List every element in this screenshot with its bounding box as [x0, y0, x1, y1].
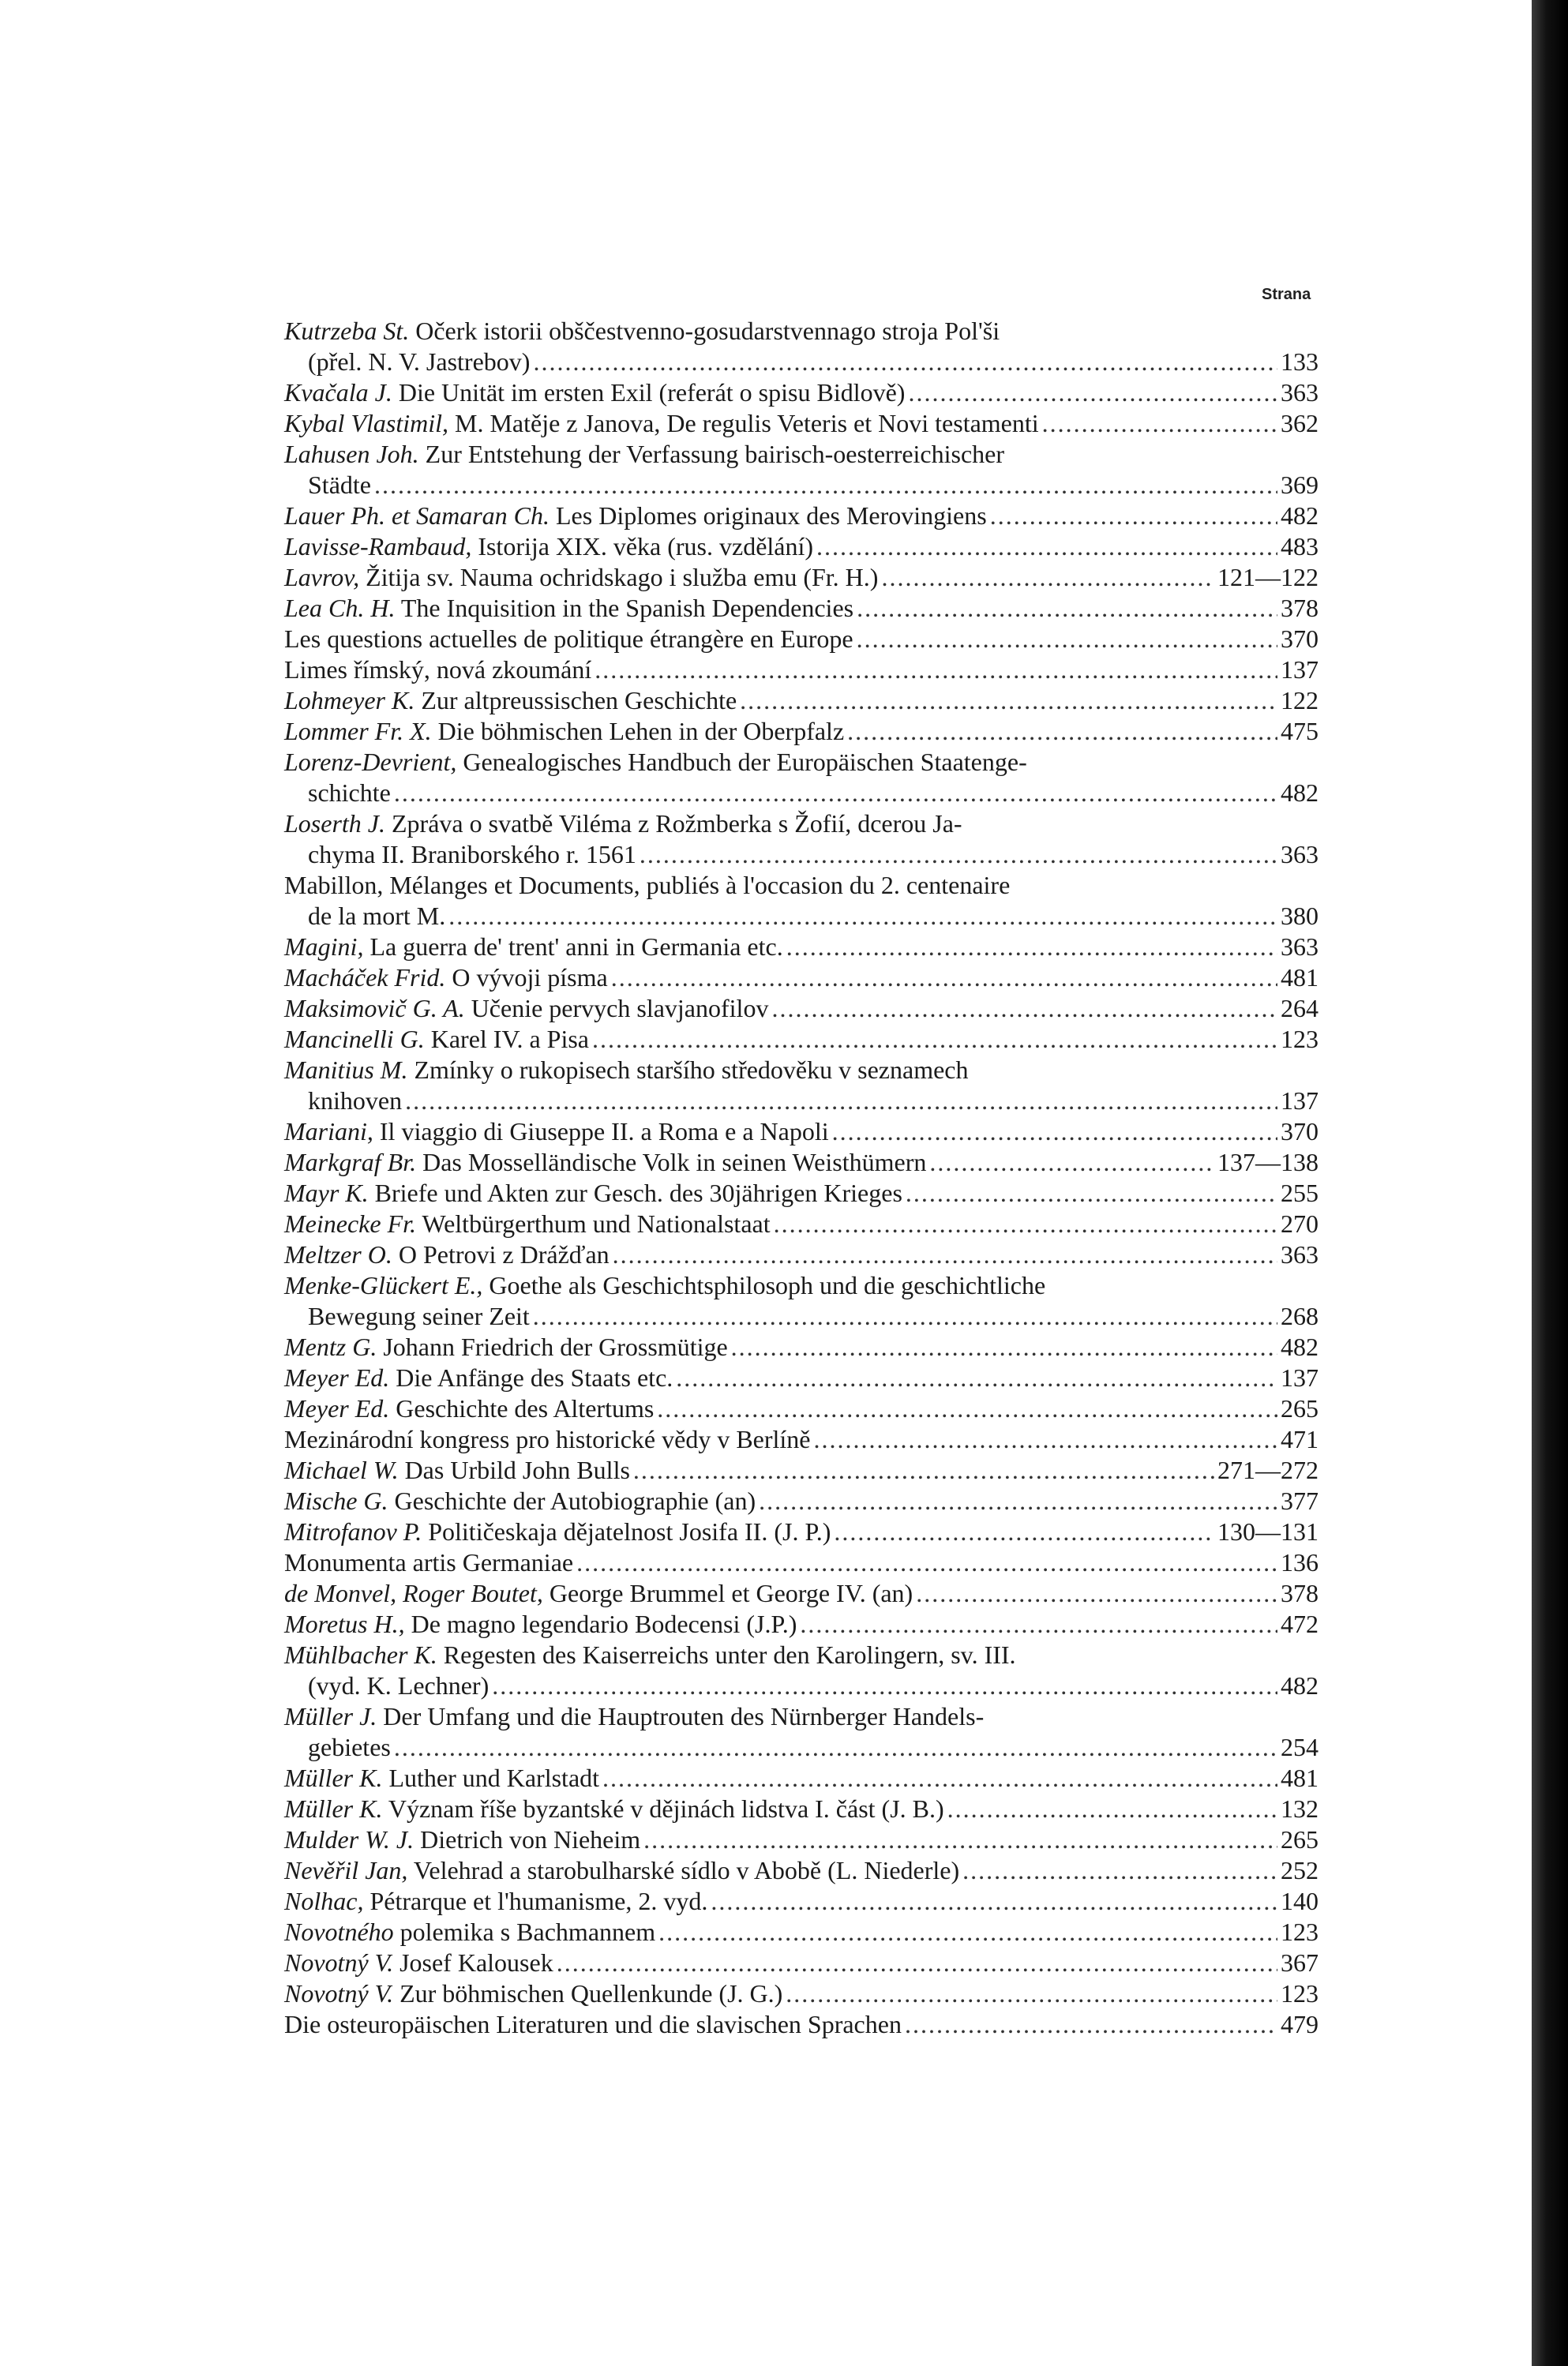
index-entry	[284, 501, 1319, 531]
dot-leader	[814, 1424, 1278, 1455]
dot-leader	[929, 1147, 1214, 1178]
entry-title: Geschichte der Autobiographie (an)	[394, 1487, 756, 1515]
entry-author: Nevěřil Jan,	[284, 1856, 408, 1884]
entry-title: Pétrarque et l'humanisme, 2. vyd.	[369, 1887, 708, 1915]
bibliography-index	[284, 316, 1319, 2040]
entry-first-line	[284, 2009, 1319, 2040]
entry-author: Manitius M.	[284, 1056, 408, 1084]
entry-first-line	[284, 1948, 1319, 1978]
entry-page-number: 363	[1281, 1240, 1319, 1269]
entry-page-number: 137	[1281, 1363, 1319, 1392]
entry-author: Lauer Ph. et Samaran Ch.	[284, 501, 550, 530]
entry-first-line	[284, 562, 1319, 593]
index-entry	[284, 1424, 1319, 1455]
entry-first-line	[284, 1178, 1319, 1209]
entry-title: The Inquisition in the Spanish Dependencies	[400, 594, 854, 622]
entry-page-number: 471	[1281, 1425, 1319, 1453]
index-entry	[284, 624, 1319, 654]
entry-page-number: 255	[1281, 1179, 1319, 1207]
dot-leader	[592, 1024, 1277, 1055]
entry-title: O vývoji písma	[452, 963, 608, 992]
dot-leader	[759, 1486, 1277, 1517]
entry-first-line	[284, 932, 1319, 962]
entry-page-number: 265	[1281, 1394, 1319, 1423]
entry-author: Markgraf Br.	[284, 1148, 417, 1176]
dot-leader	[906, 1178, 1277, 1209]
entry-title: La guerra de' trent' anni in Germania etc.	[369, 932, 783, 961]
entry-title: Luther und Karlstadt	[388, 1764, 600, 1792]
entry-page-number: 137—138	[1217, 1148, 1319, 1176]
index-entry	[284, 1609, 1319, 1640]
entry-title: Mabillon, Mélanges et Documents, publiés à l'occasion du 2. centenaire	[284, 871, 1011, 899]
entry-first-line	[284, 624, 1319, 654]
entry-author: Novotného	[284, 1918, 394, 1946]
entry-page-number: 369	[1281, 471, 1319, 499]
entry-title: Zmínky o rukopisech staršího středověku v seznamech	[414, 1056, 969, 1084]
dot-leader	[816, 531, 1277, 562]
entry-first-line	[284, 531, 1319, 562]
entry-page-number: 472	[1281, 1610, 1319, 1638]
entry-page-number: 380	[1281, 902, 1319, 930]
dot-leader	[595, 654, 1277, 685]
dot-leader	[405, 1086, 1277, 1116]
entry-title: Goethe als Geschichtsphilosoph und die geschichtliche	[489, 1271, 1046, 1299]
entry-continuation-line	[284, 1301, 1319, 1332]
entry-first-line	[284, 716, 1319, 747]
entry-first-line	[284, 1332, 1319, 1363]
entry-title: Zur böhmischen Quellenkunde (J. G.)	[400, 1979, 783, 2008]
entry-author: Moretus H.,	[284, 1610, 405, 1638]
entry-author: Kybal Vlastimil,	[284, 409, 448, 437]
entry-continuation-line	[284, 347, 1319, 377]
entry-author: Mancinelli G.	[284, 1025, 425, 1053]
entry-title: (přel. N. V. Jastrebov)	[308, 347, 531, 376]
index-entry	[284, 562, 1319, 593]
index-entry	[284, 593, 1319, 624]
entry-title: Učenie pervych slavjanofilov	[471, 994, 769, 1022]
entry-first-line	[284, 316, 1319, 347]
dot-leader	[448, 901, 1277, 932]
entry-author: Loserth J.	[284, 809, 385, 838]
entry-first-line	[284, 1886, 1319, 1917]
entry-page-number: 482	[1281, 1333, 1319, 1361]
index-entry	[284, 1239, 1319, 1270]
entry-first-line	[284, 439, 1319, 470]
entry-first-line	[284, 1486, 1319, 1517]
entry-title: Weltbürgerthum und Nationalstaat	[422, 1209, 771, 1238]
dot-leader	[905, 2009, 1277, 2040]
entry-title: Bewegung seiner Zeit	[308, 1302, 530, 1330]
entry-first-line	[284, 1824, 1319, 1855]
entry-page-number: 271—272	[1217, 1456, 1319, 1484]
dot-leader	[676, 1363, 1277, 1393]
entry-author: de Monvel, Roger Boutet,	[284, 1579, 543, 1607]
entry-title: Mezinárodní kongress pro historické vědy v Berlíně	[284, 1425, 811, 1453]
entry-page-number: 482	[1281, 1671, 1319, 1700]
entry-title: polemika s Bachmannem	[400, 1918, 656, 1946]
entry-page-number: 123	[1281, 1979, 1319, 2008]
entry-author: Müller K.	[284, 1794, 383, 1823]
entry-first-line	[284, 1424, 1319, 1455]
index-entry	[284, 685, 1319, 716]
entry-page-number: 254	[1281, 1733, 1319, 1761]
entry-title: Političeskaja dějatelnost Josifa II. (J. P.)	[428, 1517, 831, 1546]
entry-author: Kvačala J.	[284, 378, 392, 407]
entry-page-number: 252	[1281, 1856, 1319, 1884]
entry-page-number: 378	[1281, 1579, 1319, 1607]
entry-author: Meltzer O.	[284, 1240, 392, 1269]
entry-author: Mariani,	[284, 1117, 373, 1146]
dot-leader	[962, 1855, 1277, 1886]
entry-title: Zur altpreussischen Geschichte	[421, 686, 737, 714]
entry-title: George Brummel et George IV. (an)	[549, 1579, 913, 1607]
entry-page-number: 122	[1281, 686, 1319, 714]
entry-first-line	[284, 1363, 1319, 1393]
entry-title: Regesten des Kaiserreichs unter den Karolingern, sv. III.	[443, 1640, 1016, 1669]
entry-title: Das Urbild John Bulls	[404, 1456, 630, 1484]
entry-page-number: 483	[1281, 532, 1319, 561]
index-entry	[284, 1393, 1319, 1424]
dot-leader	[711, 1886, 1277, 1917]
dot-leader	[832, 1116, 1277, 1147]
entry-page-number: 264	[1281, 994, 1319, 1022]
dot-leader	[990, 501, 1277, 531]
entry-title: Die Unität im ersten Exil (referát o spisu Bidlově)	[398, 378, 906, 407]
dot-leader	[576, 1547, 1277, 1578]
entry-page-number: 481	[1281, 1764, 1319, 1792]
entry-title: Karel IV. a Pisa	[430, 1025, 589, 1053]
entry-first-line	[284, 1763, 1319, 1794]
entry-first-line	[284, 408, 1319, 439]
dot-leader	[394, 778, 1277, 808]
entry-title: knihoven	[308, 1086, 403, 1115]
entry-author: Meyer Ed.	[284, 1363, 390, 1392]
entry-title: Städte	[308, 471, 371, 499]
entry-title: De magno legendario Bodecensi (J.P.)	[411, 1610, 797, 1638]
entry-first-line	[284, 1270, 1319, 1301]
dot-leader	[533, 1301, 1277, 1332]
entry-first-line	[284, 962, 1319, 993]
entry-page-number: 362	[1281, 409, 1319, 437]
entry-title: Geschichte des Altertums	[396, 1394, 655, 1423]
entry-page-number: 367	[1281, 1948, 1319, 1977]
entry-first-line	[284, 1701, 1319, 1732]
dot-leader	[658, 1917, 1277, 1948]
dot-leader	[774, 1209, 1277, 1239]
index-entry	[284, 962, 1319, 993]
entry-page-number: 265	[1281, 1825, 1319, 1854]
entry-first-line	[284, 1393, 1319, 1424]
entry-author: Lorenz-Devrient,	[284, 748, 457, 776]
entry-first-line	[284, 870, 1319, 901]
entry-title: Die Anfänge des Staats etc.	[396, 1363, 673, 1392]
entry-page-number: 137	[1281, 655, 1319, 684]
dot-leader	[947, 1794, 1277, 1824]
dot-leader	[492, 1670, 1277, 1701]
entry-title: Zur Entstehung der Verfassung bairisch-oesterreichischer	[425, 440, 1005, 468]
entry-title: Josef Kalousek	[400, 1948, 553, 1977]
entry-page-number: 136	[1281, 1548, 1319, 1577]
entry-page-number: 137	[1281, 1086, 1319, 1115]
entry-title: M. Matěje z Janova, De regulis Veteris et Novi testamenti	[455, 409, 1039, 437]
dot-leader	[834, 1517, 1214, 1547]
index-entry	[284, 1640, 1319, 1701]
entry-page-number: 482	[1281, 501, 1319, 530]
entry-first-line	[284, 1578, 1319, 1609]
entry-author: Mische G.	[284, 1487, 388, 1515]
entry-first-line	[284, 747, 1319, 778]
entry-continuation-line	[284, 778, 1319, 808]
dot-leader	[374, 470, 1277, 501]
dot-leader	[613, 1239, 1277, 1270]
index-entry	[284, 1486, 1319, 1517]
entry-title: Das Mosselländische Volk in seinen Weisthümern	[422, 1148, 927, 1176]
entry-first-line	[284, 1517, 1319, 1547]
index-entry	[284, 1363, 1319, 1393]
entry-page-number: 377	[1281, 1487, 1319, 1515]
index-entry	[284, 1270, 1319, 1332]
entry-first-line	[284, 685, 1319, 716]
dot-leader	[771, 993, 1277, 1024]
entry-author: Maksimovič G. A.	[284, 994, 465, 1022]
entry-page-number: 378	[1281, 594, 1319, 622]
index-entry	[284, 1547, 1319, 1578]
entry-title: Les Diplomes originaux des Merovingiens	[556, 501, 987, 530]
entry-first-line	[284, 1609, 1319, 1640]
entry-page-number: 132	[1281, 1794, 1319, 1823]
dot-leader	[857, 624, 1277, 654]
entry-first-line	[284, 1917, 1319, 1948]
entry-author: Müller K.	[284, 1764, 383, 1792]
dot-leader	[394, 1732, 1277, 1763]
index-entry	[284, 1824, 1319, 1855]
entry-title: Genealogisches Handbuch der Europäischen Staatenge-	[463, 748, 1027, 776]
entry-author: Novotný V.	[284, 1948, 394, 1977]
entry-title: Význam říše byzantské v dějinách lidstva I. část (J. B.)	[388, 1794, 944, 1823]
index-entry	[284, 439, 1319, 501]
entry-author: Lavrov,	[284, 563, 360, 591]
entry-author: Meyer Ed.	[284, 1394, 390, 1423]
index-entry	[284, 747, 1319, 808]
index-entry	[284, 377, 1319, 408]
index-entry	[284, 2009, 1319, 2040]
entry-page-number: 133	[1281, 347, 1319, 376]
entry-title: Il viaggio di Giuseppe II. a Roma e a Napoli	[379, 1117, 829, 1146]
entry-page-number: 123	[1281, 1025, 1319, 1053]
entry-title: Očerk istorii obščestvenno-gosudarstvennago stroja Pol'ši	[415, 317, 1000, 345]
entry-title: Istorija XIX. věka (rus. vzdělání)	[478, 532, 814, 561]
index-entry	[284, 1886, 1319, 1917]
entry-page-number: 123	[1281, 1918, 1319, 1946]
dot-leader	[847, 716, 1277, 747]
index-entry	[284, 1116, 1319, 1147]
entry-title: Johann Friedrich der Grossmütige	[383, 1333, 728, 1361]
entry-first-line	[284, 1978, 1319, 2009]
entry-author: Lohmeyer K.	[284, 686, 415, 714]
index-entry	[284, 1855, 1319, 1886]
entry-page-number: 479	[1281, 2010, 1319, 2038]
index-entry	[284, 1517, 1319, 1547]
index-entry	[284, 1147, 1319, 1178]
entry-author: Lahusen Joh.	[284, 440, 419, 468]
entry-continuation-line	[284, 839, 1319, 870]
dot-leader	[633, 1455, 1214, 1486]
dot-leader	[1042, 408, 1277, 439]
dot-leader	[611, 962, 1277, 993]
entry-title: Der Umfang und die Hauptrouten des Nürnberger Handels-	[383, 1702, 985, 1730]
dot-leader	[640, 839, 1277, 870]
entry-page-number: 121—122	[1217, 563, 1319, 591]
entry-first-line	[284, 1455, 1319, 1486]
entry-author: Lea Ch. H.	[284, 594, 396, 622]
entry-first-line	[284, 654, 1319, 685]
index-entry	[284, 316, 1319, 377]
index-entry	[284, 1578, 1319, 1609]
entry-title: schichte	[308, 778, 391, 807]
entry-author: Macháček Frid.	[284, 963, 446, 992]
entry-first-line	[284, 1209, 1319, 1239]
entry-page-number: 481	[1281, 963, 1319, 992]
dot-leader	[786, 932, 1277, 962]
index-entry	[284, 1794, 1319, 1824]
entry-author: Mitrofanov P.	[284, 1517, 422, 1546]
index-entry	[284, 531, 1319, 562]
entry-author: Mentz G.	[284, 1333, 377, 1361]
entry-first-line	[284, 1024, 1319, 1055]
entry-first-line	[284, 808, 1319, 839]
entry-first-line	[284, 1855, 1319, 1886]
entry-title: Zpráva o svatbě Viléma z Rožmberka s Žofií, dcerou Ja-	[392, 809, 962, 838]
entry-author: Mühlbacher K.	[284, 1640, 437, 1669]
entry-continuation-line	[284, 1670, 1319, 1701]
index-entry	[284, 1763, 1319, 1794]
entry-page-number: 370	[1281, 624, 1319, 653]
dot-leader	[731, 1332, 1277, 1363]
entry-title: Velehrad a starobulharské sídlo v Abobě (L. Niederle)	[413, 1856, 960, 1884]
entry-continuation-line	[284, 1732, 1319, 1763]
index-entry	[284, 1917, 1319, 1948]
entry-title: gebietes	[308, 1733, 391, 1761]
dot-leader	[857, 593, 1277, 624]
entry-title: Die osteuropäischen Literaturen und die slavischen Sprachen	[284, 2010, 902, 2038]
dot-leader	[916, 1578, 1277, 1609]
index-entry	[284, 808, 1319, 870]
dot-leader	[786, 1978, 1277, 2009]
entry-author: Menke-Glückert E.,	[284, 1271, 483, 1299]
dot-leader	[643, 1824, 1277, 1855]
entry-page-number: 370	[1281, 1117, 1319, 1146]
index-entry	[284, 1455, 1319, 1486]
entry-title: O Petrovi z Drážďan	[398, 1240, 610, 1269]
entry-page-number: 475	[1281, 717, 1319, 745]
entry-first-line	[284, 501, 1319, 531]
index-entry	[284, 1948, 1319, 1978]
dot-leader	[908, 377, 1277, 408]
entry-title: Monumenta artis Germaniae	[284, 1548, 574, 1577]
entry-continuation-line	[284, 470, 1319, 501]
entry-title: Limes římský, nová zkoumání	[284, 655, 592, 684]
entry-page-number: 363	[1281, 378, 1319, 407]
entry-author: Nolhac,	[284, 1887, 364, 1915]
index-entry	[284, 716, 1319, 747]
entry-author: Michael W.	[284, 1456, 399, 1484]
index-entry	[284, 1332, 1319, 1363]
entry-author: Lommer Fr. X.	[284, 717, 432, 745]
entry-title: Žitija sv. Nauma ochridskago i služba emu (Fr. H.)	[366, 563, 879, 591]
index-entry	[284, 1178, 1319, 1209]
index-entry	[284, 932, 1319, 962]
entry-first-line	[284, 1239, 1319, 1270]
scan-edge	[1532, 0, 1568, 2366]
entry-author: Magini,	[284, 932, 364, 961]
entry-title: Briefe und Akten zur Gesch. des 30jährigen Krieges	[374, 1179, 902, 1207]
entry-page-number: 270	[1281, 1209, 1319, 1238]
dot-leader	[602, 1763, 1277, 1794]
index-entry	[284, 870, 1319, 932]
index-entry	[284, 993, 1319, 1024]
index-entry	[284, 1055, 1319, 1116]
entry-author: Mayr K.	[284, 1179, 369, 1207]
entry-author: Meinecke Fr.	[284, 1209, 417, 1238]
entry-title: (vyd. K. Lechner)	[308, 1671, 490, 1700]
dot-leader	[657, 1393, 1277, 1424]
entry-first-line	[284, 1794, 1319, 1824]
entry-first-line	[284, 1147, 1319, 1178]
dot-leader	[800, 1609, 1277, 1640]
index-entry	[284, 408, 1319, 439]
entry-author: Novotný V.	[284, 1979, 394, 2008]
entry-first-line	[284, 593, 1319, 624]
entry-author: Lavisse-Rambaud,	[284, 532, 472, 561]
entry-author: Müller J.	[284, 1702, 377, 1730]
index-entry	[284, 1978, 1319, 2009]
index-entry	[284, 1209, 1319, 1239]
index-entry	[284, 654, 1319, 685]
entry-page-number: 482	[1281, 778, 1319, 807]
entry-page-number: 363	[1281, 840, 1319, 868]
entry-title: Die böhmischen Lehen in der Oberpfalz	[437, 717, 845, 745]
entry-author: Kutrzeba St.	[284, 317, 410, 345]
entry-continuation-line	[284, 901, 1319, 932]
entry-page-number: 140	[1281, 1887, 1319, 1915]
entry-continuation-line	[284, 1086, 1319, 1116]
entry-page-number: 363	[1281, 932, 1319, 961]
entry-first-line	[284, 993, 1319, 1024]
entry-first-line	[284, 1116, 1319, 1147]
entry-page-number: 268	[1281, 1302, 1319, 1330]
dot-leader	[533, 347, 1277, 377]
index-entry	[284, 1024, 1319, 1055]
entry-title: de la mort M.	[308, 902, 446, 930]
index-entry	[284, 1701, 1319, 1763]
entry-first-line	[284, 1547, 1319, 1578]
dot-leader	[881, 562, 1214, 593]
entry-first-line	[284, 1640, 1319, 1670]
dot-leader	[740, 685, 1277, 716]
dot-leader	[557, 1948, 1277, 1978]
entry-first-line	[284, 1055, 1319, 1086]
entry-title: Les questions actuelles de politique étrangère en Europe	[284, 624, 853, 653]
entry-title: Dietrich von Nieheim	[420, 1825, 641, 1854]
entry-page-number: 130—131	[1217, 1517, 1319, 1546]
column-header-strana: Strana	[1262, 286, 1311, 303]
entry-title: chyma II. Braniborského r. 1561	[308, 840, 636, 868]
entry-first-line	[284, 377, 1319, 408]
entry-author: Mulder W. J.	[284, 1825, 415, 1854]
